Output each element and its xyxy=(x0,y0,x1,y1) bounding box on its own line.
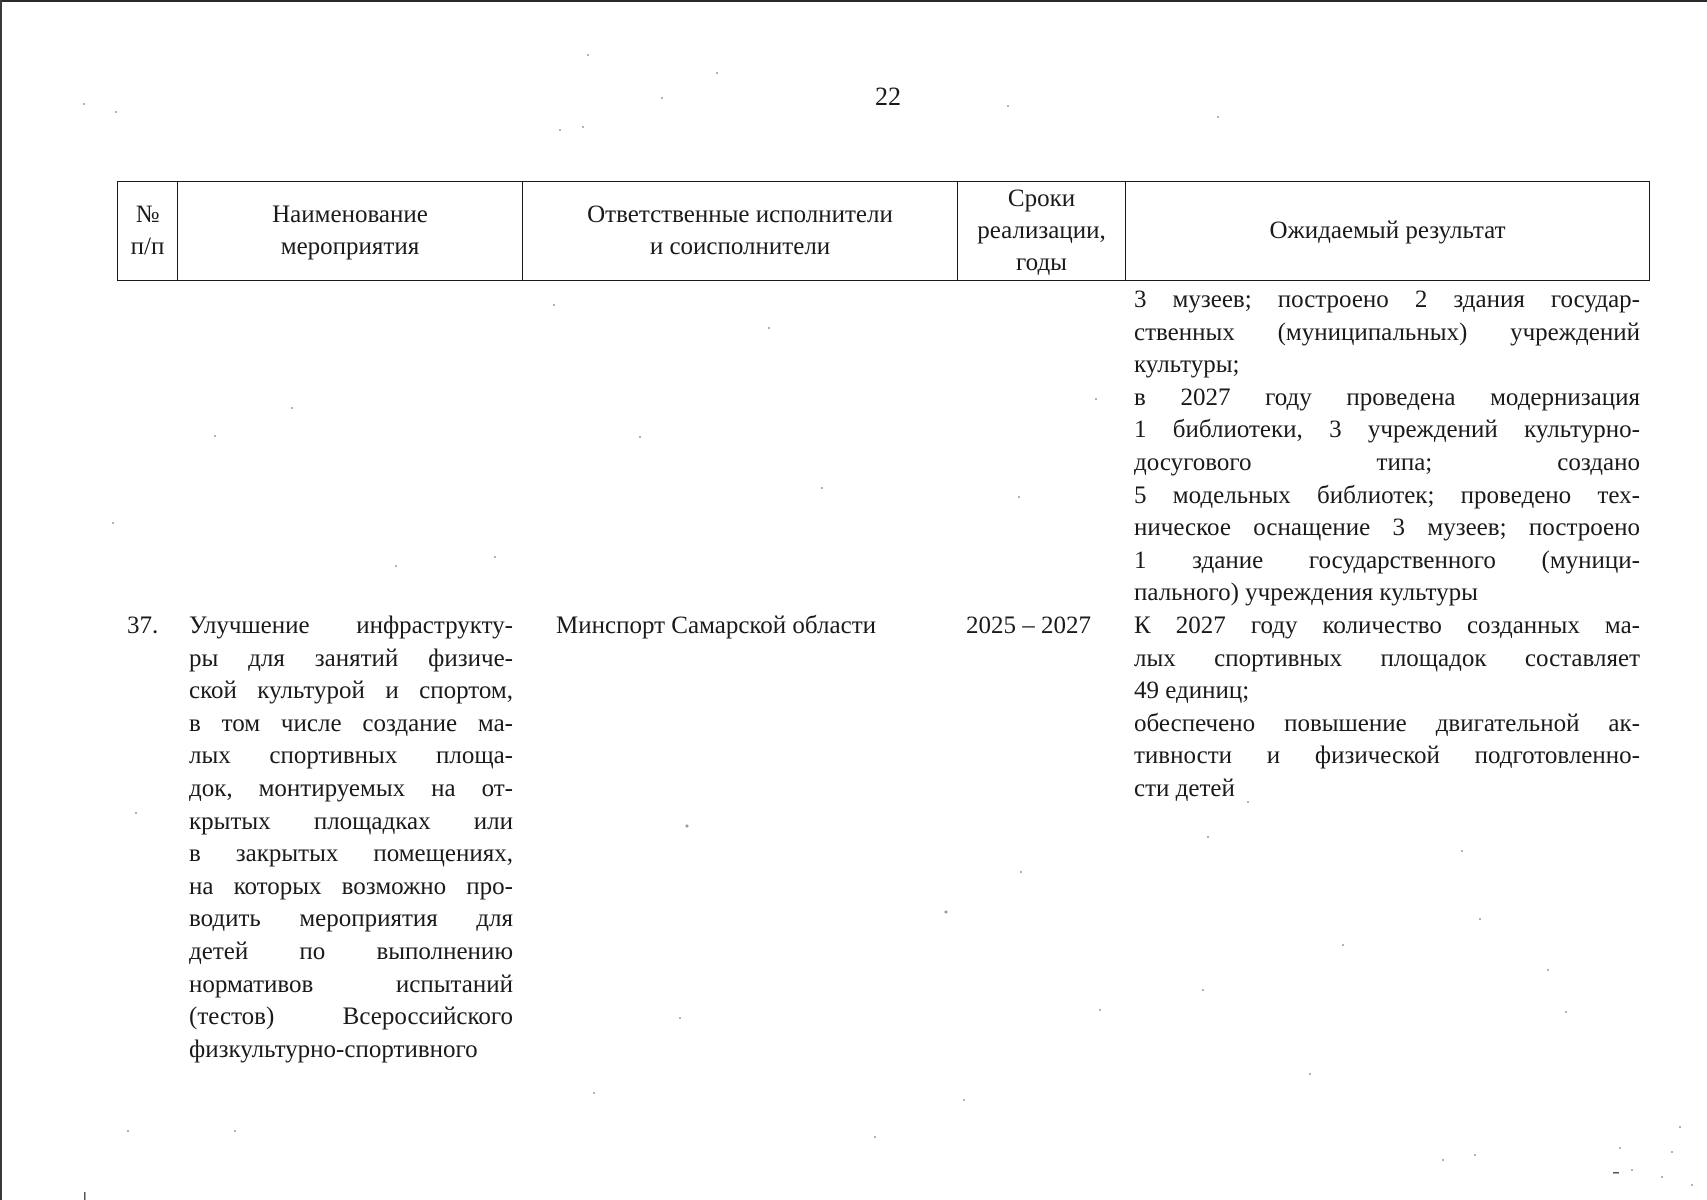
name-line: Улучшение инфраструкту- xyxy=(189,612,513,639)
name-line: нормативов испытаний xyxy=(189,970,513,998)
name-line: лых спортивных площа- xyxy=(189,742,513,770)
name-line: физкультурно-спортивного xyxy=(189,1035,478,1063)
name-line: водить мероприятия для xyxy=(189,905,513,933)
header-cell-result: Ожидаемый результат xyxy=(1269,217,1506,244)
result-line: К 2027 году количество созданных ма- xyxy=(1134,612,1640,639)
result-line: 1 здание государственного (муници- xyxy=(1134,546,1640,574)
result-line: досугового типа; создано xyxy=(1134,448,1640,476)
result-line: ственных (муниципальных) учреждений xyxy=(1134,318,1640,346)
name-line: (тестов) Всероссийского xyxy=(189,1003,513,1031)
result-line: 49 единиц; xyxy=(1134,677,1250,705)
page-number: 22 xyxy=(875,82,901,111)
result-line: 1 библиотеки, 3 учреждений культурно- xyxy=(1134,416,1640,444)
row-responsible: Минспорт Самарской области xyxy=(556,612,876,639)
name-line: док, монтируемых на от- xyxy=(189,774,513,802)
header-cell-responsible: Ответственные исполнители и соисполнители xyxy=(523,182,958,280)
result-line: 5 модельных библиотек; проведено тех- xyxy=(1134,481,1640,509)
result-line: обеспечено повышение двигательной ак- xyxy=(1134,709,1640,737)
result-line: ническое оснащение 3 музеев; построено xyxy=(1134,514,1640,542)
name-line: детей по выполнению xyxy=(189,937,513,965)
name-line: ской культурой и спортом, xyxy=(189,677,513,705)
name-line: в закрытых помещениях, xyxy=(189,840,513,868)
result-line: в 2027 году проведена модернизация xyxy=(1134,383,1640,411)
name-line: на которых возможно про- xyxy=(189,872,513,900)
header-cell-name: Наименование мероприятия xyxy=(178,182,523,280)
name-line: ры для занятий физиче- xyxy=(189,644,513,672)
name-line: крытых площадках или xyxy=(189,807,513,835)
result-line: тивности и физической подготовленно- xyxy=(1134,742,1640,770)
result-line: 3 музеев; построено 2 здания государ- xyxy=(1134,286,1640,313)
result-line: сти детей xyxy=(1134,774,1235,802)
result-line: лых спортивных площадок составляет xyxy=(1134,644,1640,672)
row-number: 37. xyxy=(127,612,159,639)
result-line: пального) учреждения культуры xyxy=(1134,579,1478,607)
header-cell-number: № п/п xyxy=(118,182,178,280)
name-line: в том числе создание ма- xyxy=(189,709,513,737)
result-line: культуры; xyxy=(1134,351,1240,379)
row-years: 2025 – 2027 xyxy=(966,612,1091,639)
header-cell-terms: Сроки реализации, годы xyxy=(958,182,1126,280)
